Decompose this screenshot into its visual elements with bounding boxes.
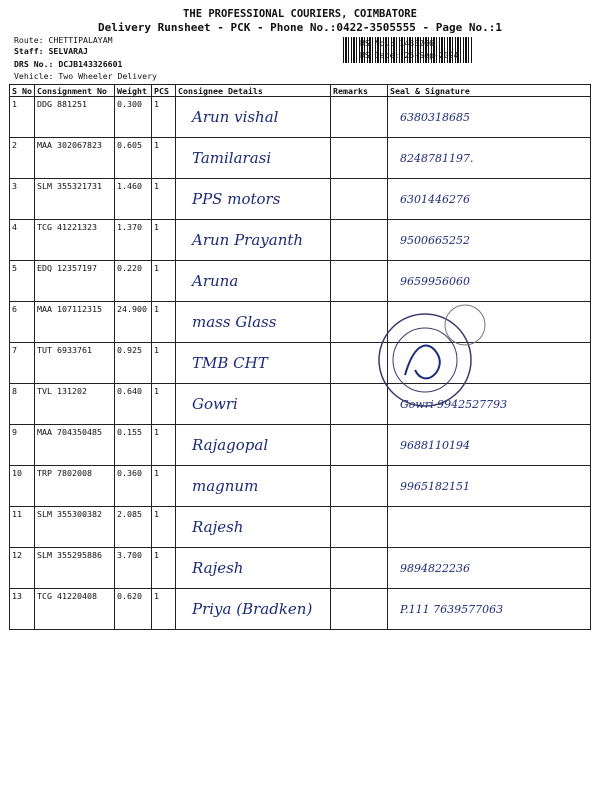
cell-pcs: 1 [152, 425, 176, 466]
cell-sno: 12 [10, 548, 35, 589]
cell-sno: 9 [10, 425, 35, 466]
cell-consignee: TMB CHT [176, 343, 331, 384]
runsheet-table [9, 84, 591, 630]
cell-consignment: MAA 704350485 [35, 425, 115, 466]
cell-pcs: 1 [152, 97, 176, 138]
col-pcs: PCS [152, 85, 176, 97]
cell-remarks [331, 548, 388, 589]
cell-consignee: Gowri [176, 384, 331, 425]
cell-weight: 1.370 [115, 220, 152, 261]
cell-remarks [331, 220, 388, 261]
cell-weight: 3.700 [115, 548, 152, 589]
cell-consignee: Rajagopal [176, 425, 331, 466]
table-header-row [10, 85, 591, 97]
cell-weight: 0.300 [115, 97, 152, 138]
vehicle-label: Vehicle: Two Wheeler Delivery [14, 71, 157, 81]
table-row [10, 425, 591, 466]
cell-sno: 2 [10, 138, 35, 179]
cell-weight: 0.220 [115, 261, 152, 302]
cell-signature: Gowri 9942527793 [388, 384, 591, 425]
cell-consignment: TCG 41220408 [35, 589, 115, 630]
cell-signature: P.111 7639577063 [388, 589, 591, 630]
cell-consignment: TVL 131202 [35, 384, 115, 425]
cell-weight: 2.085 [115, 507, 152, 548]
cell-pcs: 1 [152, 220, 176, 261]
table-row [10, 507, 591, 548]
cell-sno: 8 [10, 384, 35, 425]
cell-consignment: SLM 355300382 [35, 507, 115, 548]
table-row [10, 179, 591, 220]
cell-weight: 1.460 [115, 179, 152, 220]
route-label: Route: CHETTIPALAYAM [14, 35, 113, 45]
cell-sno: 1 [10, 97, 35, 138]
drs-label: DRS No.: DCJB143326601 [14, 59, 123, 69]
cell-sno: 11 [10, 507, 35, 548]
cell-remarks [331, 261, 388, 302]
cell-signature: 9965182151 [388, 466, 591, 507]
col-weight: Weight [115, 85, 152, 97]
runsheet-title: Delivery Runsheet - PCK - Phone No.:0422-3505555 - Page No.:1 [98, 21, 502, 34]
table-row [10, 138, 591, 179]
cell-sno: 10 [10, 466, 35, 507]
cell-weight: 0.925 [115, 343, 152, 384]
table-row [10, 261, 591, 302]
cell-consignee: Aruna [176, 261, 331, 302]
cell-consignment: MAA 302067823 [35, 138, 115, 179]
seal-stamp-icon [370, 300, 490, 420]
cell-remarks [331, 138, 388, 179]
cell-sno: 5 [10, 261, 35, 302]
cell-consignment: TRP 7802008 [35, 466, 115, 507]
cell-consignment: SLM 355321731 [35, 179, 115, 220]
cell-consignee: Tamilarasi [176, 138, 331, 179]
cell-consignment: MAA 107112315 [35, 302, 115, 343]
cell-pcs: 1 [152, 261, 176, 302]
cell-pcs: 1 [152, 384, 176, 425]
cell-remarks [331, 179, 388, 220]
rs-date: RS Date: 25-Sep-2024 [360, 50, 459, 60]
cell-consignee: magnum [176, 466, 331, 507]
cell-signature: 8248781197. [388, 138, 591, 179]
cell-consignee: Rajesh [176, 548, 331, 589]
cell-consignment: SLM 355295886 [35, 548, 115, 589]
cell-remarks [331, 425, 388, 466]
cell-sno: 4 [10, 220, 35, 261]
cell-consignee: Arun Prayanth [176, 220, 331, 261]
cell-sno: 7 [10, 343, 35, 384]
cell-consignment: EDQ 12357197 [35, 261, 115, 302]
cell-pcs: 1 [152, 138, 176, 179]
table-row [10, 302, 591, 343]
table-row [10, 220, 591, 261]
cell-signature: 9659956060 [388, 261, 591, 302]
cell-signature: 6301446276 [388, 179, 591, 220]
cell-weight: 0.605 [115, 138, 152, 179]
cell-signature: 6380318685 [388, 97, 591, 138]
table-row [10, 384, 591, 425]
table-row [10, 548, 591, 589]
cell-signature: 9688110194 [388, 425, 591, 466]
cell-signature: 9500665252 [388, 220, 591, 261]
cell-consignee: Rajesh [176, 507, 331, 548]
cell-sno: 3 [10, 179, 35, 220]
cell-consignee: Priya (Bradken) [176, 589, 331, 630]
cell-consignee: Arun vishal [176, 97, 331, 138]
cell-consignment: TCG 41221323 [35, 220, 115, 261]
col-remarks: Remarks [331, 85, 388, 97]
cell-signature: 9894822236 [388, 548, 591, 589]
cell-remarks [331, 466, 388, 507]
table-row [10, 466, 591, 507]
rs-number: RS No.: 1433266 [360, 38, 434, 48]
cell-consignee: PPS motors [176, 179, 331, 220]
cell-weight: 0.360 [115, 466, 152, 507]
cell-sno: 13 [10, 589, 35, 630]
col-consignment: Consignment No [35, 85, 115, 97]
cell-consignment: DDG 881251 [35, 97, 115, 138]
col-consignee: Consignee Details [176, 85, 331, 97]
cell-weight: 0.640 [115, 384, 152, 425]
col-sno: S No [10, 85, 35, 97]
cell-consignment: TUT 6933761 [35, 343, 115, 384]
col-signature: Seal & Signature [388, 85, 591, 97]
cell-signature [388, 507, 591, 548]
cell-pcs: 1 [152, 179, 176, 220]
cell-remarks [331, 507, 388, 548]
cell-pcs: 1 [152, 507, 176, 548]
company-title: THE PROFESSIONAL COURIERS, COIMBATORE [183, 8, 417, 20]
table-row [10, 97, 591, 138]
cell-pcs: 1 [152, 343, 176, 384]
cell-pcs: 1 [152, 302, 176, 343]
table-row [10, 589, 591, 630]
cell-pcs: 1 [152, 466, 176, 507]
cell-consignee: mass Glass [176, 302, 331, 343]
cell-weight: 0.155 [115, 425, 152, 466]
table-row [10, 343, 591, 384]
cell-sno: 6 [10, 302, 35, 343]
cell-remarks [331, 97, 388, 138]
cell-weight: 0.620 [115, 589, 152, 630]
staff-label: Staff: SELVARAJ [14, 46, 88, 56]
cell-pcs: 1 [152, 589, 176, 630]
cell-remarks [331, 589, 388, 630]
cell-pcs: 1 [152, 548, 176, 589]
cell-weight: 24.900 [115, 302, 152, 343]
